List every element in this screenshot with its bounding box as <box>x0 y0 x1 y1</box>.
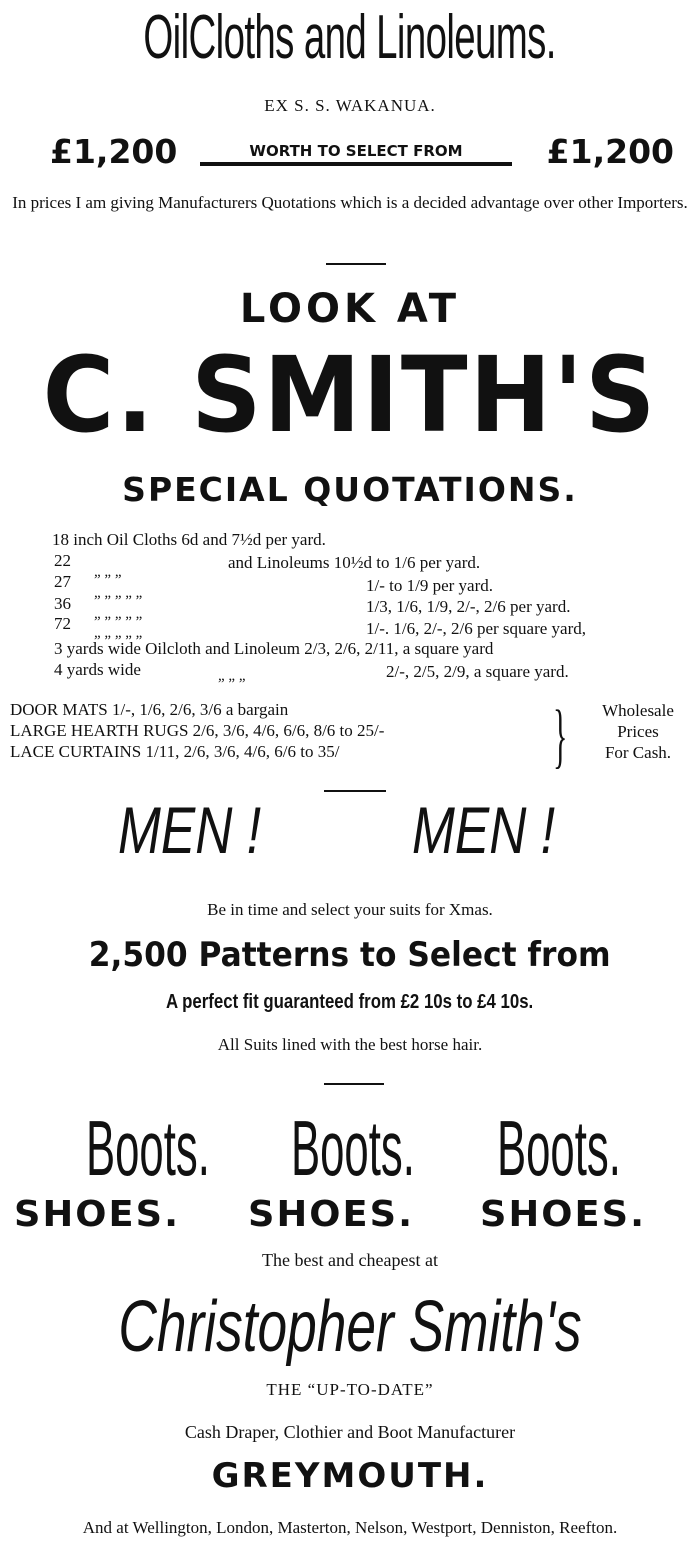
headline-title-text: OilCloths and Linoleums. <box>143 3 557 72</box>
suits-lined-line: All Suits lined with the best horse hair. <box>217 1035 483 1054</box>
shoes-heading-2: SHOES. <box>248 1194 415 1235</box>
shoes-heading-3: SHOES. <box>480 1194 647 1235</box>
shop-name-text: Christopher Smith's <box>118 1287 582 1367</box>
amount-left: £1,200 <box>50 132 178 171</box>
men-heading-right: MEN ! <box>412 793 556 867</box>
shoes-heading-1: SHOES. <box>14 1194 181 1235</box>
price-row-3-marks: „ „ „ „ „ <box>94 585 143 601</box>
door-mats-line: DOOR MATS 1/-, 1/6, 2/6, 3/6 a bargain <box>10 700 289 719</box>
patterns-heading <box>0 932 700 978</box>
prices-label: Prices <box>617 722 659 741</box>
price-row-7-text: 2/-, 2/5, 2/9, a square yard. <box>386 662 569 681</box>
price-row-7-start: 4 yards wide <box>54 660 141 679</box>
ship-line: EX S. S. WAKANUA. <box>264 96 436 115</box>
price-row-4-size: 36 <box>54 594 71 613</box>
best-cheapest-line: The best and cheapest at <box>262 1250 438 1270</box>
price-row-5-marks: „ „ „ „ „ <box>94 625 143 641</box>
divider <box>324 1083 384 1085</box>
price-row-2-size: 22 <box>54 551 71 570</box>
branches-line: And at Wellington, London, Masterton, Nelson, Westport, Denniston, Reefton. <box>82 1518 618 1537</box>
price-row-3-size: 27 <box>54 572 71 591</box>
price-row-7-marks: „ „ „ <box>218 668 246 684</box>
price-row-5-size: 72 <box>54 614 71 633</box>
brace-icon: } <box>553 697 568 777</box>
boots-heading-1: Boots. <box>86 1104 210 1192</box>
fit-guarantee-text: A perfect fit guaranteed from £2 10s to £4 10s. <box>166 991 534 1013</box>
special-quotations-heading: SPECIAL QUOTATIONS. <box>122 470 578 509</box>
headline-title <box>0 3 700 72</box>
price-row-5-text: 1/-. 1/6, 2/-, 2/6 per square yard, <box>366 619 586 638</box>
boots-heading-2: Boots. <box>291 1104 415 1192</box>
patterns-heading-text: 2,500 Patterns to Select from <box>89 935 611 975</box>
amount-right: £1,200 <box>546 132 674 171</box>
boots-heading-3: Boots. <box>497 1104 621 1192</box>
price-row-1: 18 inch Oil Cloths 6d and 7½d per yard. <box>52 530 326 549</box>
in-time-line: Be in time and select your suits for Xmas. <box>207 900 493 919</box>
wholesale-label: Wholesale <box>602 701 674 720</box>
price-row-2-marks: „ „ „ <box>94 564 122 580</box>
town-heading: GREYMOUTH. <box>211 1456 489 1496</box>
price-row-2-text: and Linoleums 10½d to 1/6 per yard. <box>228 553 481 572</box>
look-at-heading: LOOK AT <box>239 286 461 332</box>
divider <box>326 263 386 265</box>
fit-guarantee <box>0 991 700 1014</box>
merchant-name-text: C. SMITH'S <box>42 334 658 456</box>
worth-banner: WORTH TO SELECT FROM <box>200 142 512 166</box>
price-row-6: 3 yards wide Oilcloth and Linoleum 2/3, 2/6, 2/11, a square yard <box>54 639 494 658</box>
merchant-name <box>0 334 700 456</box>
intro-paragraph: In prices I am giving Manufacturers Quotations which is a decided advantage over other Importers. <box>12 193 688 212</box>
hearth-rugs-line: LARGE HEARTH RUGS 2/6, 3/6, 4/6, 6/6, 8/6 to 25/- <box>10 721 385 740</box>
price-row-3-text: 1/- to 1/9 per yard. <box>366 576 493 595</box>
price-row-4-marks: „ „ „ „ „ <box>94 606 143 622</box>
for-cash-label: For Cash. <box>604 743 672 762</box>
divider <box>324 790 386 792</box>
men-heading-left: MEN ! <box>118 793 262 867</box>
price-row-4-text: 1/3, 1/6, 1/9, 2/-, 2/6 per yard. <box>366 597 571 616</box>
shop-name <box>0 1282 700 1372</box>
lace-curtains-line: LACE CURTAINS 1/11, 2/6, 3/6, 4/6, 6/6 to 35/ <box>10 742 340 761</box>
trade-line: Cash Draper, Clothier and Boot Manufacturer <box>184 1422 516 1442</box>
up-to-date-line: THE “UP-TO-DATE” <box>266 1380 434 1399</box>
